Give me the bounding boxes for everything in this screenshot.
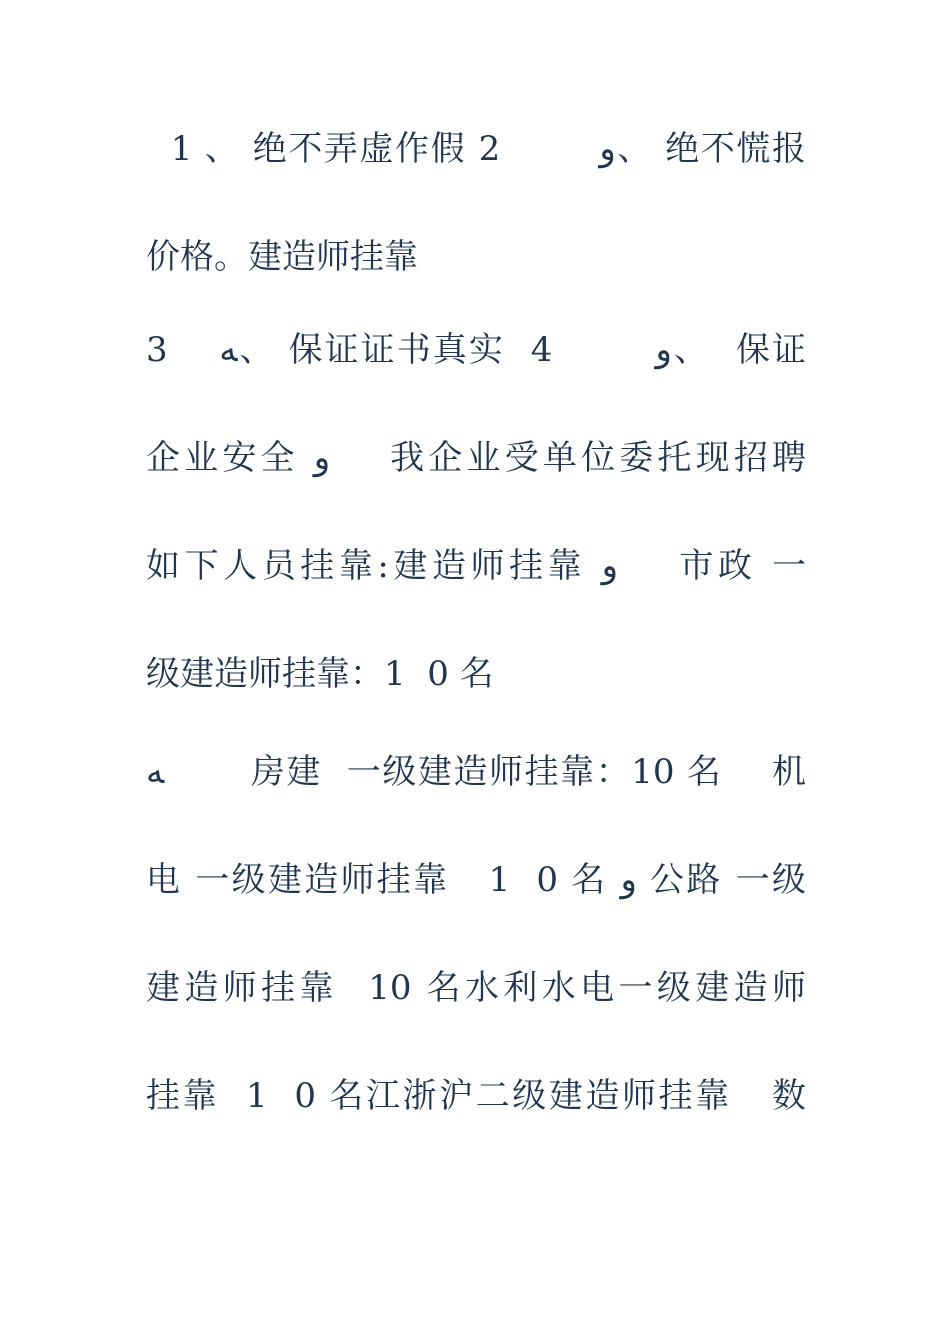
text-line-9: 建造师挂靠 10 名水利水电一级建造师: [146, 968, 806, 1008]
text-line-7: ﻪ 房建 一级建造师挂靠：10 名 机: [146, 752, 806, 792]
text-line-8: 电 一级建造师挂靠 1 0 名 ﻭ 公路 一级: [146, 860, 806, 900]
text-line-4: 企业安全 ﻭ 我企业受单位委托现招聘: [146, 438, 806, 478]
text-line-3: 3 ﻪ、 保证证书真实 4 ﻭ、 保证: [146, 330, 806, 370]
text-line-5: 如下人员挂靠:建造师挂靠 ﻭ 市政 一: [146, 546, 806, 586]
text-line-1: 1 、 绝不弄虚作假 2 ﻭ、 绝不慌报: [146, 129, 806, 169]
text-line-2: 价格。建造师挂靠: [146, 237, 418, 277]
text-line-6: 级建造师挂靠：1 0 名: [146, 654, 494, 694]
text-line-10: 挂靠 1 0 名江浙沪二级建造师挂靠 数: [146, 1076, 806, 1116]
